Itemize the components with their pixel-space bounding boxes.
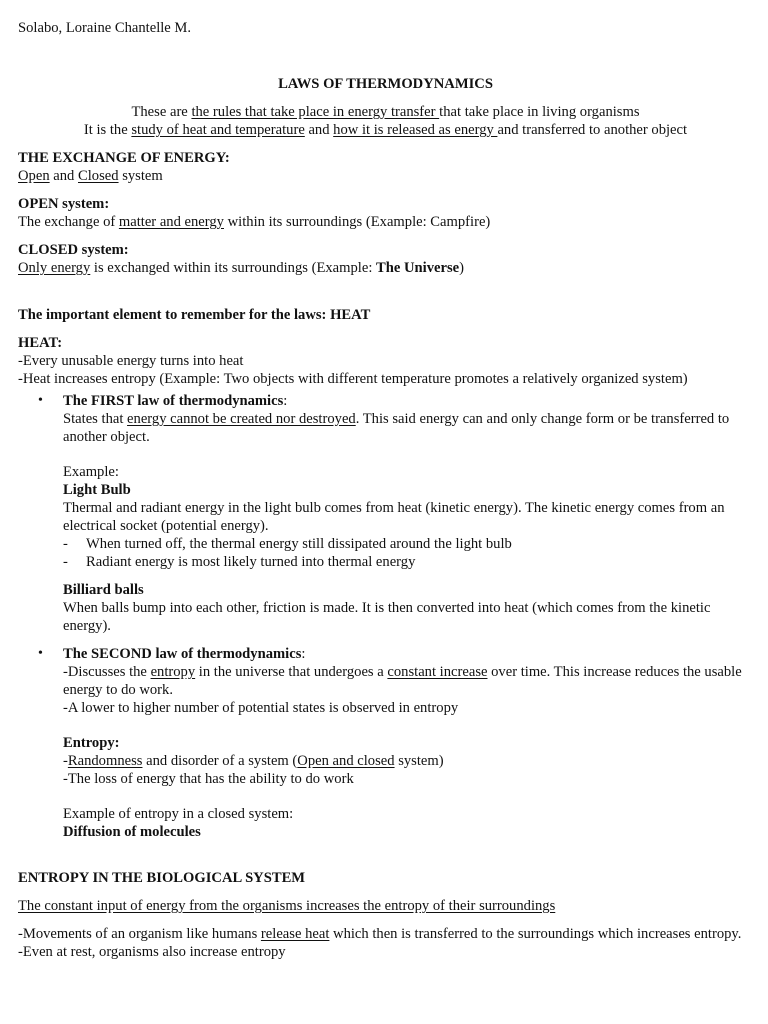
bullet-icon: • bbox=[38, 646, 43, 661]
entropy-line-2: -The loss of energy that has the ability to do work bbox=[63, 771, 354, 787]
author-name: Solabo, Loraine Chantelle M. bbox=[18, 20, 192, 36]
billiard-heading: Billiard balls bbox=[63, 582, 144, 598]
document-title: LAWS OF THERMODYNAMICS bbox=[278, 76, 493, 92]
first-law-heading: The FIRST law of thermodynamics: bbox=[63, 393, 288, 409]
bio-rest-text: -Even at rest, organisms also increase entropy bbox=[18, 944, 286, 960]
document-page bbox=[18, 19, 753, 961]
second-law-section bbox=[18, 645, 753, 841]
heat-line-2: -Heat increases entropy (Example: Two objects with different temperature promotes a relatively organized system) bbox=[18, 371, 688, 387]
closed-system-text: Only energy is exchanged within its surroundings (Example: The Universe) bbox=[18, 260, 465, 276]
light-bulb-heading: Light Bulb bbox=[63, 482, 131, 498]
open-system-heading: OPEN system: bbox=[18, 196, 110, 212]
bio-movement-text: -Movements of an organism like humans release heat which then is transferred to the surroundings which increases entropy. bbox=[18, 926, 742, 942]
closed-system-heading: CLOSED system: bbox=[18, 242, 129, 258]
diffusion-text: Diffusion of molecules bbox=[63, 824, 201, 840]
exchange-heading: THE EXCHANGE OF ENERGY: bbox=[18, 150, 230, 166]
second-law-line-2: -A lower to higher number of potential states is observed in entropy bbox=[63, 700, 459, 716]
important-element: The important element to remember for the laws: HEAT bbox=[18, 307, 371, 323]
light-bulb-point-2: - Radiant energy is most likely turned into thermal energy bbox=[63, 554, 416, 570]
heat-heading: HEAT: bbox=[18, 335, 63, 351]
second-law-heading: The SECOND law of thermodynamics: bbox=[63, 646, 306, 662]
second-law-text: -Discusses the entropy in the universe that undergoes a constant increase over time. This increase reduces the usable energy to do work. bbox=[63, 664, 742, 698]
first-law-text: States that energy cannot be created nor destroyed. This said energy can and only change form or be transferred to another object. bbox=[63, 411, 730, 445]
entropy-example-label: Example of entropy in a closed system: bbox=[63, 806, 294, 822]
heat-line-1: -Every unusable energy turns into heat bbox=[18, 353, 244, 369]
bio-heading: ENTROPY IN THE BIOLOGICAL SYSTEM bbox=[18, 870, 306, 886]
entropy-line-1: -Randomness and disorder of a system (Open and closed system) bbox=[63, 753, 444, 769]
bullet-icon: • bbox=[38, 393, 43, 408]
light-bulb-point-1: - When turned off, the thermal energy still dissipated around the light bulb bbox=[63, 536, 512, 552]
first-law-section bbox=[18, 392, 753, 635]
intro-line-1: These are the rules that take place in energy transfer that take place in living organisms bbox=[131, 104, 640, 120]
exchange-text: Open and Closed system bbox=[18, 168, 163, 184]
billiard-text: When balls bump into each other, friction is made. It is then converted into heat (which comes from the kinetic energy). bbox=[63, 600, 711, 634]
entropy-heading: Entropy: bbox=[63, 735, 120, 751]
bio-statement: The constant input of energy from the organisms increases the entropy of their surroundings bbox=[18, 898, 556, 914]
first-law-example-label: Example: bbox=[63, 464, 119, 480]
open-system-text: The exchange of matter and energy within its surroundings (Example: Campfire) bbox=[18, 214, 491, 230]
intro-line-2: It is the study of heat and temperature and how it is released as energy and transferred to another object bbox=[83, 122, 688, 138]
light-bulb-text: Thermal and radiant energy in the light bulb comes from heat (kinetic energy). The kinetic energy comes from an electrical socket (potential energy). bbox=[63, 500, 725, 534]
